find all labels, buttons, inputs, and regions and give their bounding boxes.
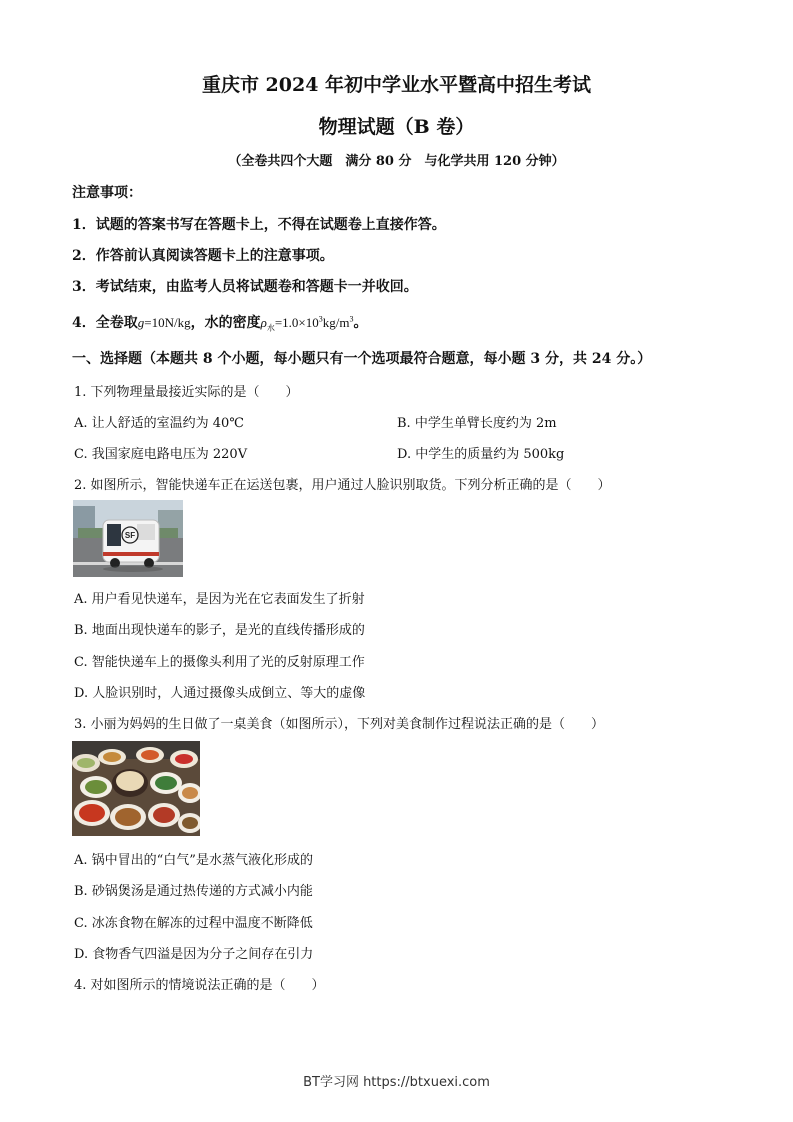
note-item-4-prefix: 4．全卷取 xyxy=(72,315,138,331)
exam-subtitle: 物理试题（B 卷） xyxy=(318,116,475,138)
question-1-option-b: B. 中学生单臂长度约为 2m xyxy=(397,416,557,431)
gravity-formula: g=10N/kg xyxy=(137,315,191,330)
question-4-stem: 4. 对如图所示的情境说法正确的是（ ） xyxy=(74,978,325,993)
question-3-option-c: C. 冰冻食物在解冻的过程中温度不断降低 xyxy=(74,916,313,931)
note-item-1: 1．试题的答案书写在答题卡上，不得在试题卷上直接作答。 xyxy=(72,217,446,233)
question-2-option-a: A. 用户看见快递车，是因为光在它表面发生了折射 xyxy=(74,592,365,607)
question-1-option-d: D. 中学生的质量约为 500kg xyxy=(397,447,565,462)
question-3-option-a: A. 锅中冒出的“白气”是水蒸气液化形成的 xyxy=(74,853,313,868)
note-item-3: 3．考试结束，由监考人员将试题卷和答题卡一并收回。 xyxy=(72,279,418,295)
question-2-stem: 2. 如图所示，智能快递车正在运送包裹，用户通过人脸识别取货。下列分析正确的是（ ） xyxy=(74,478,611,493)
question-3-option-b: B. 砂锅煲汤是通过热传递的方式减小内能 xyxy=(74,884,313,899)
exam-info: （全卷共四个大题 满分 80 分 与化学共用 120 分钟） xyxy=(228,154,565,169)
question-2-option-d: D. 人脸识别时，人通过摄像头成倒立、等大的虚像 xyxy=(74,686,366,701)
question-1-stem: 1. 下列物理量最接近实际的是（ ） xyxy=(74,385,299,400)
footer-watermark: BT学习网 https://btxuexi.com xyxy=(303,1075,490,1090)
notes-heading: 注意事项： xyxy=(72,185,142,201)
exam-title: 重庆市 2024 年初中学业水平暨高中招生考试 xyxy=(201,74,592,96)
note-item-2: 2．作答前认真阅读答题卡上的注意事项。 xyxy=(72,248,334,264)
note-item-4-end: 。 xyxy=(353,315,368,331)
question-3-option-d: D. 食物香气四溢是因为分子之间存在引力 xyxy=(74,947,314,962)
question-1-option-a: A. 让人舒适的室温约为 40℃ xyxy=(74,416,244,431)
section-heading: 一、选择题（本题共 8 个小题，每小题只有一个选项最符合题意，每小题 3 分，共 24 分。） xyxy=(72,351,652,367)
vehicle-logo-text: SF xyxy=(124,531,136,540)
note-item-4 xyxy=(72,312,368,334)
note-item-4-middle: ，水的密度 xyxy=(190,315,261,331)
question-3-stem: 3. 小丽为妈妈的生日做了一桌美食（如图所示），下列对美食制作过程说法正确的是（ ） xyxy=(74,717,605,732)
density-formula: $\rho_水=1.0\times 10^3kg/m^3$ xyxy=(260,314,354,333)
delivery-vehicle-photo xyxy=(73,500,183,577)
question-2-option-b: B. 地面出现快递车的影子，是光的直线传播形成的 xyxy=(74,623,365,638)
birthday-meal-photo xyxy=(72,741,200,836)
question-2-option-c: C. 智能快递车上的摄像头利用了光的反射原理工作 xyxy=(74,655,365,670)
question-1-option-c: C. 我国家庭电路电压为 220V xyxy=(74,447,248,462)
